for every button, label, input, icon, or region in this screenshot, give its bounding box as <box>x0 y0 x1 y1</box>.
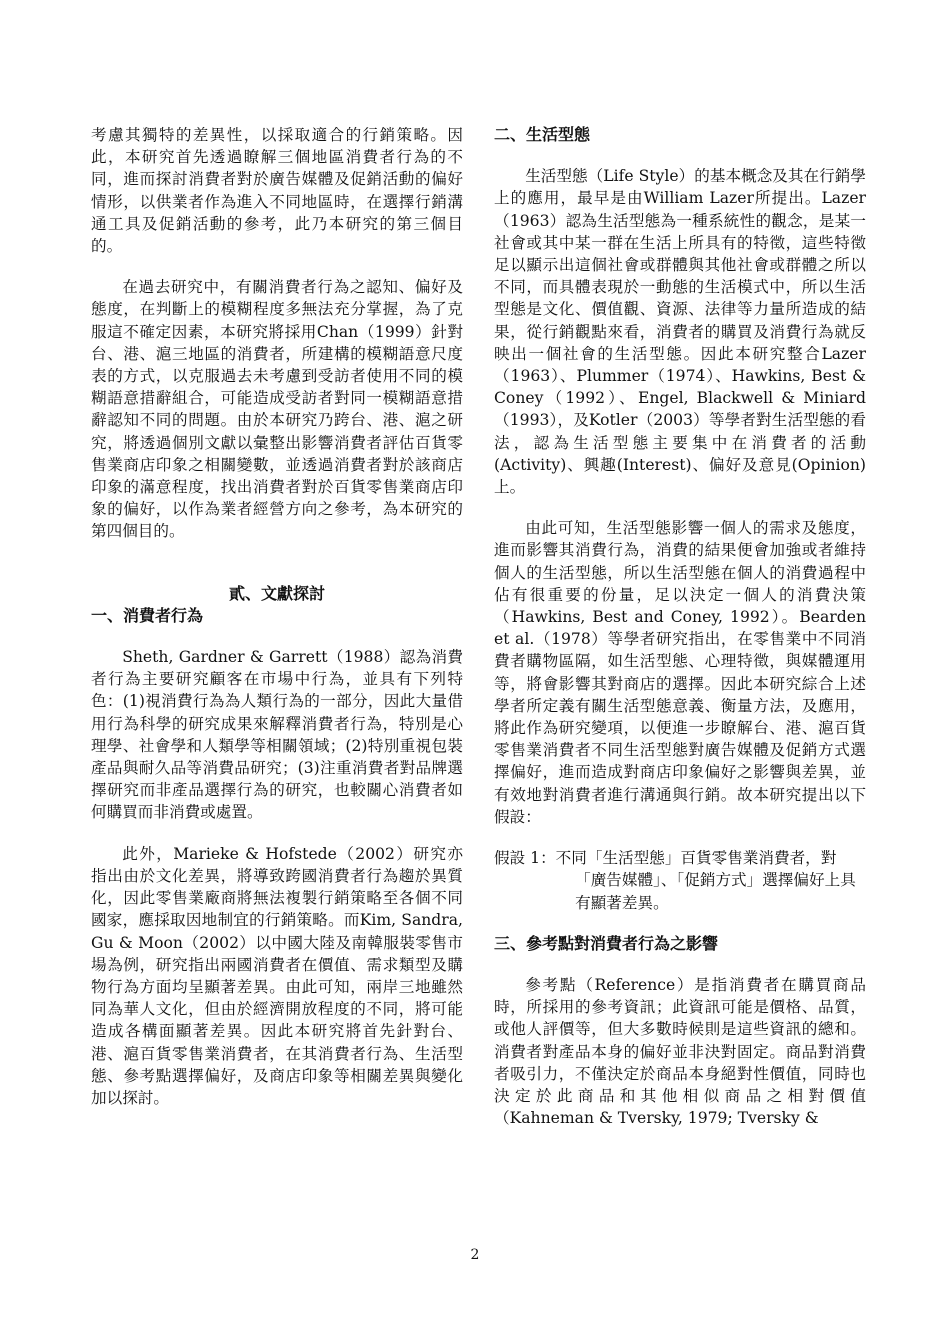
left-column <box>91 124 463 1109</box>
paragraph-lifestyle-concept: 生活型態（Life Style）的基本概念及其在行銷學上的應用，最早是由William Lazer所提出。Lazer（1963）認為生活型態為一種系統性的觀念，是某一社會或其中某一群在生活上所具有的特徵，這些特徵足以顯示出這個社會或群體與其他社會或群體之所以不同，而具體表現於一動態的生活模式中，所以生活型態是文化、價值觀、資源、法律等力量所造成的結果，從行銷觀點來看，消費者的購買及消費行為就反映出一個社會的生活型態。因此本研究整合Lazer（1963）、Plummer（1974）、Hawkins, Best & Coney（1992）、Engel, Blackwell & Miniard（1993），及Kotler（2003）等學者對生活型態的看法，認為生活型態主要集中在消費者的活動(Activity)、興趣(Interest)、偏好及意見(Opinion)上。 <box>494 167 866 497</box>
subsection-title-consumer-behavior: 一、消費者行為 <box>91 605 204 625</box>
paragraph-consumer-behavior-definition: Sheth, Gardner & Garrett（1988）認為消費者行為主要研究顧客在市場中行為，並具有下列特色：(1)視消費行為為人類行為的一部分，因此大量借用行為科學的研究成果來解釋消費者行為，特別是心理學、社會學和人類學等相關領域；(2)特別重視包裝產品與耐久品等消費品研究；(3)注重消費者對品牌選擇研究而非產品選擇行為的研究，也較關心消費者如何購買而非消費或處置。 <box>91 648 463 822</box>
paragraph-lifestyle-influence: 由此可知，生活型態影響一個人的需求及態度，進而影響其消費行為，消費的結果便會加強或者維持個人的生活型態，所以生活型態在個人的消費過程中佔有很重要的份量，足以決定一個人的消費決策（Hawkins, Best and Coney, 1992）。Bearden et al.（1978）等學者研究指出，在零售業中不同消費者購物區隔，如生活型態、心理特徵，與媒體運用等，將會影響其對商店的選擇。因此本研究綜合上述學者所定義有關生活型態意義、衡量方法，及應用，將此作為研究變項，以便進一步瞭解台、港、滬百貨零售業消費者不同生活型態對廣告媒體及促銷方式選擇偏好，進而造成對商店印象偏好之影響與差異，並有效地對消費者進行溝通與行銷。故本研究提出以下假設： <box>494 519 866 826</box>
section-title-literature-review: 貳、文獻探討 <box>228 583 325 603</box>
paragraph-reference-point: 參考點（Reference）是指消費者在購買商品時，所採用的參考資訊；此資訊可能是價格、品質，或他人評價等，但大多數時候則是這些資訊的總和。消費者對產品本身的偏好並非決對固定。商品對消費者吸引力，不僅決定於商品本身絕對性價值，同時也決定於此商品和其他相似商品之相對價值（Kahneman & Tversky, 1979; Tversky & <box>494 975 866 1128</box>
page-number: 2 <box>470 1247 480 1263</box>
right-column <box>494 124 866 1129</box>
hypothesis-1: 假設 1：不同「生活型態」百貨零售業消費者，對「廣告媒體」、「促銷方式」選擇偏好上具有顯著差異。 <box>494 849 856 912</box>
subsection-title-lifestyle: 二、生活型態 <box>494 125 591 144</box>
paragraph-research-purpose-3: 考慮其獨特的差異性，以採取適合的行銷策略。因此，本研究首先透過瞭解三個地區消費者行為的不同，進而探討消費者對於廣告媒體及促銷活動的偏好情形，以供業者作為進入不同地區時，在選擇行銷溝通工具及促銷活動的參考，此乃本研究的第三個目的。 <box>91 126 463 256</box>
paragraph-research-purpose-4: 在過去研究中，有關消費者行為之認知、偏好及態度，在判斷上的模糊程度多無法充分掌握，為了克服這不確定因素，本研究將採用Chan（1999）針對台、港、滬三地區的消費者，所建構的模糊語意尺度表的方式，以克服過去未考慮到受訪者使用不同的模糊語意措辭組合，可能造成受訪者對同一模糊語意措辭認知不同的問題。由於本研究乃跨台、港、滬之研究，將透過個別文獻以彙整出影響消費者評估百貨零售業商店印象之相關變數，並透過消費者對於該商店印象的滿意程度，找出消費者對於百貨零售業商店印象的偏好，以作為業者經營方向之參考，為本研究的第四個目的。 <box>91 278 463 541</box>
subsection-title-reference-point: 三、參考點對消費者行為之影響 <box>494 933 719 953</box>
paragraph-cultural-differences: 此外，Marieke & Hofstede（2002）研究亦指出由於文化差異，將導致跨國消費者行為趨於異質化，因此零售業廠商將無法複製行銷策略至各個不同國家，應採取因地制宜的行銷策略。而Kim, Sandra, Gu & Moon（2002）以中國大陸及南韓服裝零售市場為例，研究指出兩國消費者在價值、需求類型及購物行為方面均呈顯著差異。由此可知，兩岸三地雖然同為華人文化，但由於經濟開放程度的不同，將可能造成各構面顯著差異。因此本研究將首先針對台、港、滬百貨零售業消費者，在其消費者行為、生活型態、參考點選擇偏好，及商店印象等相關差異與變化加以探討。 <box>91 844 463 1107</box>
